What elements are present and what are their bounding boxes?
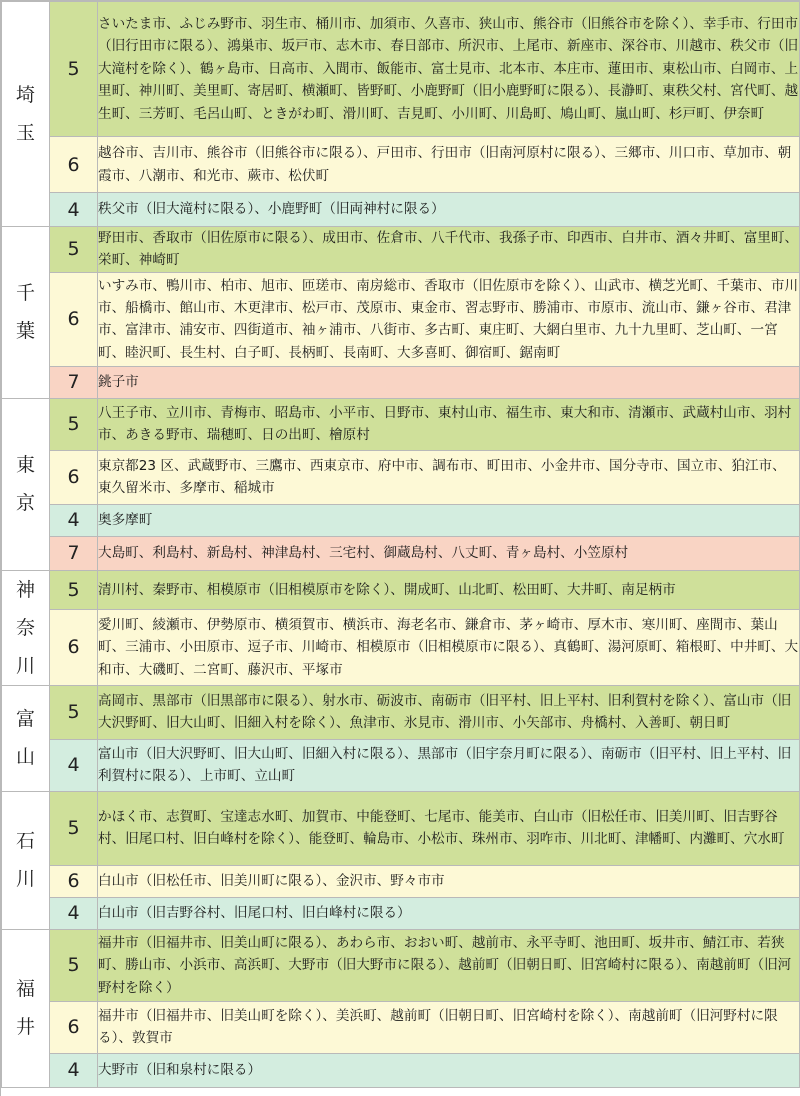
zone-number: 5 <box>50 685 98 739</box>
zone-number: 5 <box>50 227 98 273</box>
zone-row <box>2 897 800 929</box>
zone-number: 4 <box>50 504 98 536</box>
municipality-list: 福井市（旧福井市、旧美山町に限る）、あわら市、おおい町、越前市、永平寺町、池田町、坂井市、鯖江市、若狭町、勝山市、小浜市、高浜町、大野市（旧大野市に限る）、越前町（旧朝日町、旧宮崎村に限る）、南越前町（旧河野村を除く） <box>98 929 800 1001</box>
zone-row <box>2 504 800 536</box>
zone-row <box>2 791 800 865</box>
prefecture-cell <box>2 398 50 570</box>
prefecture-cell <box>2 791 50 929</box>
zone-row <box>2 1053 800 1087</box>
prefecture-name: 千葉 <box>15 282 35 343</box>
municipality-list: 清川村、秦野市、相模原市（旧相模原市を除く）、開成町、山北町、松田町、大井町、南足柄市 <box>98 570 800 609</box>
prefecture-cell <box>2 227 50 399</box>
prefecture-name: 埼玉 <box>15 84 35 144</box>
zone-number: 5 <box>50 929 98 1001</box>
municipality-list: 富山市（旧大沢野町、旧大山町、旧細入村に限る）、黒部市（旧宇奈月町に限る）、南砺市（旧平村、旧上平村、旧利賀村に限る）、上市町、立山町 <box>98 739 800 791</box>
prefecture-cell <box>2 929 50 1087</box>
zone-number: 4 <box>50 897 98 929</box>
prefecture-name: 石川 <box>15 830 35 891</box>
municipality-list: 愛川町、綾瀬市、伊勢原市、横須賀市、横浜市、海老名市、鎌倉市、茅ヶ崎市、厚木市、寒川町、座間市、葉山町、三浦市、小田原市、逗子市、川崎市、相模原市（旧相模原市に限る）、真鶴町、湯河原町、箱根町、中井町、大和市、大磯町、二宮町、藤沢市、平塚市 <box>98 609 800 685</box>
municipality-list: 高岡市、黒部市（旧黒部市に限る）、射水市、砺波市、南砺市（旧平村、旧上平村、旧利賀村を除く）、富山市（旧大沢野町、旧大山町、旧細入村を除く）、魚津市、氷見市、滑川市、小矢部市、舟橋村、入善町、朝日町 <box>98 685 800 739</box>
zone-number: 5 <box>50 2 98 137</box>
zone-row <box>2 450 800 504</box>
zone-number: 6 <box>50 1001 98 1053</box>
zone-row <box>2 137 800 193</box>
municipality-list: 越谷市、吉川市、熊谷市（旧熊谷市に限る）、戸田市、行田市（旧南河原村に限る）、三郷市、川口市、草加市、朝霞市、八潮市、和光市、蕨市、松伏町 <box>98 137 800 193</box>
zone-number: 6 <box>50 450 98 504</box>
municipality-list: 秩父市（旧大滝村に限る）、小鹿野町（旧両神村に限る） <box>98 193 800 227</box>
municipality-list: 銚子市 <box>98 366 800 398</box>
zone-number: 6 <box>50 865 98 897</box>
prefecture-name: 東京 <box>15 454 35 515</box>
municipality-list: かほく市、志賀町、宝達志水町、加賀市、中能登町、七尾市、能美市、白山市（旧松任市、旧美川町、旧吉野谷村、旧尾口村、旧白峰村を除く）、能登町、輪島市、小松市、珠州市、羽咋市、川北町、津幡町、内灘町、穴水町 <box>98 791 800 865</box>
prefecture-name: 神奈川 <box>15 578 35 677</box>
zone-row <box>2 685 800 739</box>
zone-row <box>2 536 800 570</box>
municipality-list: いすみ市、鴨川市、柏市、旭市、匝瑳市、南房総市、香取市（旧佐原市を除く）、山武市、横芝光町、千葉市、市川市、船橋市、館山市、木更津市、松戸市、茂原市、東金市、習志野市、勝浦市、市原市、流山市、鎌ヶ谷市、君津市、富津市、浦安市、四街道市、袖ヶ浦市、八街市、多古町、東庄町、大網白里市、九十九里町、芝山町、一宮町、睦沢町、長生村、白子町、長柄町、長南町、大多喜町、御宿町、鋸南町 <box>98 272 800 366</box>
zone-row <box>2 609 800 685</box>
prefecture-name: 福井 <box>15 978 35 1039</box>
prefecture-cell <box>2 2 50 227</box>
zone-number: 4 <box>50 1053 98 1087</box>
municipality-list: 大野市（旧和泉村に限る） <box>98 1053 800 1087</box>
zone-row <box>2 2 800 137</box>
zone-row <box>2 929 800 1001</box>
zone-number: 7 <box>50 366 98 398</box>
zone-number: 6 <box>50 137 98 193</box>
prefecture-cell <box>2 570 50 685</box>
municipality-list: 奥多摩町 <box>98 504 800 536</box>
zone-row <box>2 739 800 791</box>
zone-row <box>2 193 800 227</box>
municipality-list: さいたま市、ふじみ野市、羽生市、桶川市、加須市、久喜市、狭山市、熊谷市（旧熊谷市を除く）、幸手市、行田市（旧行田市に限る）、鴻巣市、坂戸市、志木市、春日部市、所沢市、上尾市、新座市、深谷市、川越市、秩父市（旧大滝村を除く）、鶴ヶ島市、日高市、入間市、飯能市、富士見市、北本市、本庄市、蓮田市、東松山市、白岡市、上里町、神川町、美里町、寄居町、横瀬町、皆野町、小鹿野町（旧小鹿野町に限る）、長瀞町、東秩父村、宮代町、越生町、三芳町、毛呂山町、ときがわ町、滑川町、吉見町、小川町、川島町、鳩山町、嵐山町、杉戸町、伊奈町 <box>98 2 800 137</box>
zone-row <box>2 398 800 450</box>
zone-number: 5 <box>50 570 98 609</box>
zone-number: 6 <box>50 609 98 685</box>
zone-number: 7 <box>50 536 98 570</box>
zone-number: 6 <box>50 272 98 366</box>
municipality-list: 福井市（旧福井市、旧美山町を除く）、美浜町、越前町（旧朝日町、旧宮崎村を除く）、南越前町（旧河野村に限る）、敦賀市 <box>98 1001 800 1053</box>
zone-row <box>2 570 800 609</box>
region-zone-table <box>1 1 800 1088</box>
zone-row <box>2 1001 800 1053</box>
zone-number: 5 <box>50 398 98 450</box>
zone-row <box>2 366 800 398</box>
municipality-list: 八王子市、立川市、青梅市、昭島市、小平市、日野市、東村山市、福生市、東大和市、清瀬市、武蔵村山市、羽村市、あきる野市、瑞穂町、日の出町、檜原村 <box>98 398 800 450</box>
municipality-list: 東京都23 区、武蔵野市、三鷹市、西東京市、府中市、調布市、町田市、小金井市、国分寺市、国立市、狛江市、東久留米市、多摩市、稲城市 <box>98 450 800 504</box>
municipality-list: 大島町、利島村、新島村、神津島村、三宅村、御蔵島村、八丈町、青ヶ島村、小笠原村 <box>98 536 800 570</box>
zone-row <box>2 272 800 366</box>
zone-row <box>2 865 800 897</box>
zone-number: 5 <box>50 791 98 865</box>
prefecture-name: 富山 <box>15 708 35 769</box>
municipality-list: 白山市（旧吉野谷村、旧尾口村、旧白峰村に限る） <box>98 897 800 929</box>
prefecture-cell <box>2 685 50 791</box>
zone-row <box>2 227 800 273</box>
municipality-list: 白山市（旧松任市、旧美川町に限る）、金沢市、野々市市 <box>98 865 800 897</box>
zone-number: 4 <box>50 739 98 791</box>
zone-number: 4 <box>50 193 98 227</box>
municipality-list: 野田市、香取市（旧佐原市に限る）、成田市、佐倉市、八千代市、我孫子市、印西市、白井市、酒々井町、富里町、栄町、神崎町 <box>98 227 800 273</box>
